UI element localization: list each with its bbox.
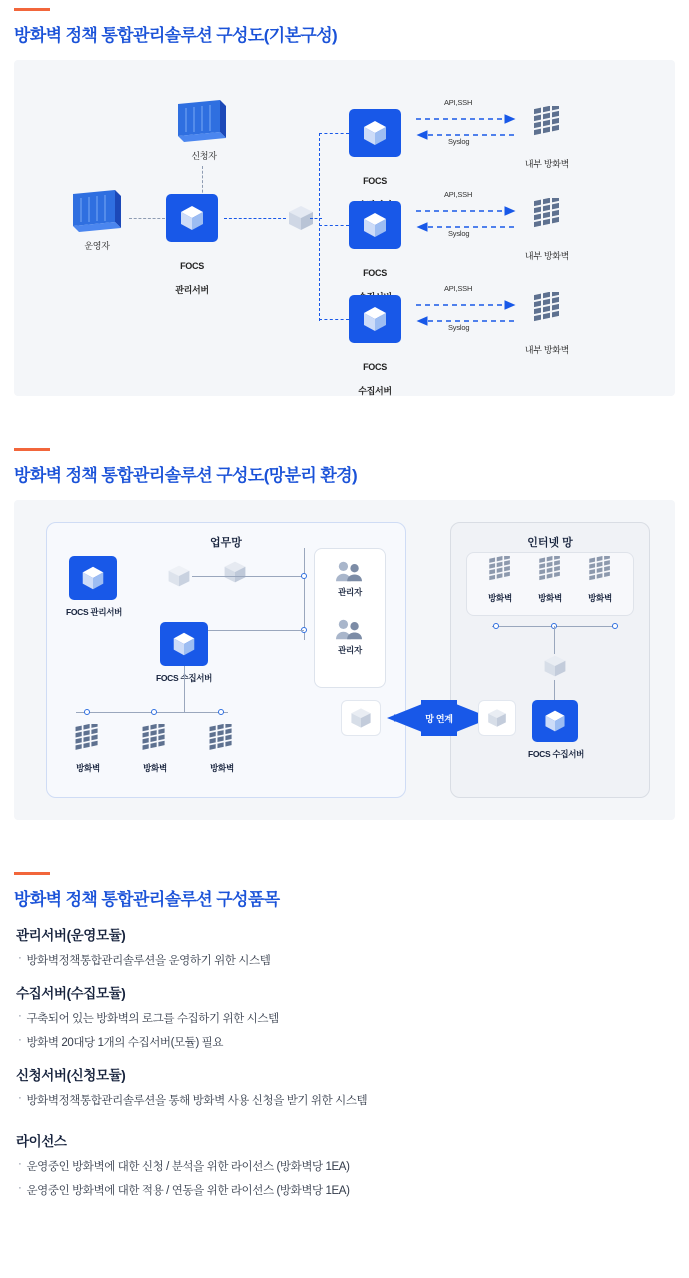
arrow-label-syslog-3: Syslog xyxy=(448,323,470,332)
section-components xyxy=(0,820,689,910)
component-bullet-1-0 xyxy=(18,952,675,968)
focs-manage-l2: 관리서버 xyxy=(175,285,209,296)
bullet-text: 방화벽정책통합관리솔루션을 운영하기 위한 시스템 xyxy=(26,955,271,967)
focs-manage-server-biz xyxy=(69,556,117,600)
cube-icon xyxy=(360,304,390,334)
net-drop xyxy=(554,626,555,654)
bullet-marker: · xyxy=(18,1092,22,1104)
arrow-label-api-3: API,SSH xyxy=(444,284,473,293)
bullet-text: 운영중인 방화벽에 대한 적용 / 연동을 위한 라이선스 (방화벽당 1EA) xyxy=(26,1185,350,1197)
firewall-net-icon-3 xyxy=(586,556,614,591)
firewall-label-3: 내부 방화벽 xyxy=(524,345,570,355)
section-basic xyxy=(0,0,689,46)
network-link-badge xyxy=(416,709,462,727)
firewall-biz-icon-1 xyxy=(72,724,102,761)
heading-rule-2 xyxy=(14,448,50,451)
firewall-glyph xyxy=(486,556,514,586)
firewall-net-icon-1 xyxy=(486,556,514,591)
heading-rule-3 xyxy=(14,872,50,875)
component-bullet-4-1 xyxy=(18,1182,675,1198)
requester-label: 신청자 xyxy=(191,151,217,161)
firewall-net-icon-2 xyxy=(536,556,564,591)
gateway-node-biz xyxy=(341,700,381,736)
switch-glyph xyxy=(486,706,508,730)
operator-monitor-icon xyxy=(69,188,125,241)
bullet-text: 방화벽정책통합관리솔루션을 통해 방화벽 사용 신청을 받기 위한 시스템 xyxy=(26,1095,368,1107)
component-bullet-3-0 xyxy=(18,1092,675,1108)
admin-label-1: 관리자 xyxy=(338,587,362,597)
biz-fw-dot-1 xyxy=(84,709,90,715)
gray-node-b xyxy=(222,558,248,591)
network-link-label: 망 연계 xyxy=(425,713,453,724)
net-dot-3 xyxy=(612,623,618,629)
router-trunk xyxy=(319,133,320,321)
component-bullet-2-1 xyxy=(18,1034,675,1050)
arrow-label-syslog-1: Syslog xyxy=(448,137,470,146)
firewall-glyph xyxy=(72,724,102,756)
collect3-l1: FOCS xyxy=(363,362,387,373)
bullet-text: 구축되어 있는 방화벽의 로그를 수집하기 위한 시스템 xyxy=(26,1013,279,1025)
bullet-text: 방화벽 20대당 1개의 수집서버(모듈) 필요 xyxy=(26,1037,224,1049)
net-switch-node xyxy=(542,652,568,685)
focs-manage-l1: FOCS xyxy=(180,261,204,272)
switch-glyph xyxy=(349,705,373,731)
biz-fw-dot-3 xyxy=(218,709,224,715)
focs-collect-biz-label: FOCS 수집서버 xyxy=(155,673,213,683)
focs-collect-server-2 xyxy=(349,201,401,249)
switch-glyph xyxy=(542,652,568,680)
section-separation xyxy=(0,396,689,486)
cube-icon xyxy=(360,118,390,148)
cube-icon xyxy=(360,210,390,240)
collect3-l2: 수집서버 xyxy=(358,386,392,397)
firewall-glyph xyxy=(586,556,614,586)
component-title-4: 라이선스 xyxy=(16,1134,67,1149)
firewall-icon-2 xyxy=(530,198,564,239)
branch-2 xyxy=(319,225,349,226)
focs-manage-server xyxy=(166,194,218,242)
arrow-label-api-2: API,SSH xyxy=(444,190,473,199)
switch-glyph xyxy=(166,562,192,590)
firewall-icon-3 xyxy=(530,292,564,333)
firewall-net-label-3: 방화벽 xyxy=(588,593,612,603)
bullet-marker: · xyxy=(18,1158,22,1170)
branch-3 xyxy=(319,319,349,320)
firewall-net-label-1: 방화벽 xyxy=(488,593,512,603)
focs-collect-3-label xyxy=(345,349,405,398)
firewall-net-label-2: 방화벽 xyxy=(538,593,562,603)
manage-to-router xyxy=(224,218,286,219)
firewall-label-1: 내부 방화벽 xyxy=(524,159,570,169)
zone-business-title: 업무망 xyxy=(210,537,242,549)
cube-icon xyxy=(170,630,198,658)
biz-line-top xyxy=(192,576,304,577)
component-title-2: 수집서버(수집모듈) xyxy=(16,986,126,1001)
people-glyph xyxy=(334,616,364,642)
heading-rule xyxy=(14,8,50,11)
arrow-label-api-1: API,SSH xyxy=(444,98,473,107)
switch-glyph xyxy=(222,558,248,586)
firewall-glyph xyxy=(536,556,564,586)
bullet-marker: · xyxy=(18,1182,22,1194)
bullet-marker: · xyxy=(18,1010,22,1022)
focs-collect-server-net xyxy=(532,700,578,742)
firewall-glyph xyxy=(530,106,564,142)
component-title-1: 관리서버(운영모듈) xyxy=(16,928,126,943)
branch-1 xyxy=(319,133,349,134)
cube-icon xyxy=(177,203,207,233)
people-glyph xyxy=(334,558,364,584)
operator-link xyxy=(129,218,165,219)
component-bullet-2-0 xyxy=(18,1010,675,1026)
gray-node-a xyxy=(166,562,192,595)
operator-label: 운영자 xyxy=(84,241,110,251)
focs-collect-server-biz xyxy=(160,622,208,666)
components-list xyxy=(0,924,689,1232)
gateway-node-net xyxy=(478,700,516,736)
monitor-glyph-2 xyxy=(69,188,125,236)
component-title-3: 신청서버(신청모듈) xyxy=(16,1068,126,1083)
firewall-biz-icon-2 xyxy=(139,724,169,761)
focs-manage-label xyxy=(162,248,222,297)
biz-dot-1 xyxy=(301,573,307,579)
firewall-glyph xyxy=(530,198,564,234)
biz-fw-dot-2 xyxy=(151,709,157,715)
cube-icon xyxy=(79,564,107,592)
firewall-biz-icon-3 xyxy=(206,724,236,761)
focs-collect-server-1 xyxy=(349,109,401,157)
diagram-separation xyxy=(14,500,675,820)
net-dot-1 xyxy=(493,623,499,629)
bullet-marker: · xyxy=(18,952,22,964)
router-stub xyxy=(310,218,322,219)
focs-collect-server-3 xyxy=(349,295,401,343)
router-icon xyxy=(286,202,316,239)
firewall-icon-1 xyxy=(530,106,564,147)
cube-icon xyxy=(542,708,568,734)
page-title-components: 방화벽 정책 통합관리솔루션 구성품목 xyxy=(14,890,280,909)
diagram-basic xyxy=(14,60,675,396)
admin-icon-1 xyxy=(334,558,364,589)
firewall-glyph xyxy=(206,724,236,756)
firewall-biz-label-1: 방화벽 xyxy=(76,763,100,773)
firewall-glyph xyxy=(139,724,169,756)
firewall-biz-label-2: 방화벽 xyxy=(143,763,167,773)
collect1-l1: FOCS xyxy=(363,176,387,187)
focs-collect-net-label: FOCS 수집서버 xyxy=(527,749,585,759)
firewall-biz-label-3: 방화벽 xyxy=(210,763,234,773)
biz-fw-drop-0 xyxy=(184,666,185,712)
firewall-glyph xyxy=(530,292,564,328)
arrow-label-syslog-2: Syslog xyxy=(448,229,470,238)
component-bullet-4-0 xyxy=(18,1158,675,1174)
bullet-text: 운영중인 방화벽에 대한 신청 / 분석을 위한 라이선스 (방화벽당 1EA) xyxy=(26,1161,350,1173)
biz-line-mid xyxy=(208,630,304,631)
admin-label-2: 관리자 xyxy=(338,645,362,655)
page-title-separation: 방화벽 정책 통합관리솔루션 구성도(망분리 환경) xyxy=(14,466,358,485)
requester-monitor-icon xyxy=(174,98,230,151)
focs-manage-biz-label: FOCS 관리서버 xyxy=(65,607,123,617)
monitor-glyph xyxy=(174,98,230,146)
zone-internet-title: 인터넷 망 xyxy=(527,537,573,549)
admin-icon-2 xyxy=(334,616,364,647)
firewall-label-2: 내부 방화벽 xyxy=(524,251,570,261)
bullet-marker: · xyxy=(18,1034,22,1046)
page-title-basic: 방화벽 정책 통합관리솔루션 구성도(기본구성) xyxy=(14,26,338,45)
collect2-l1: FOCS xyxy=(363,268,387,279)
